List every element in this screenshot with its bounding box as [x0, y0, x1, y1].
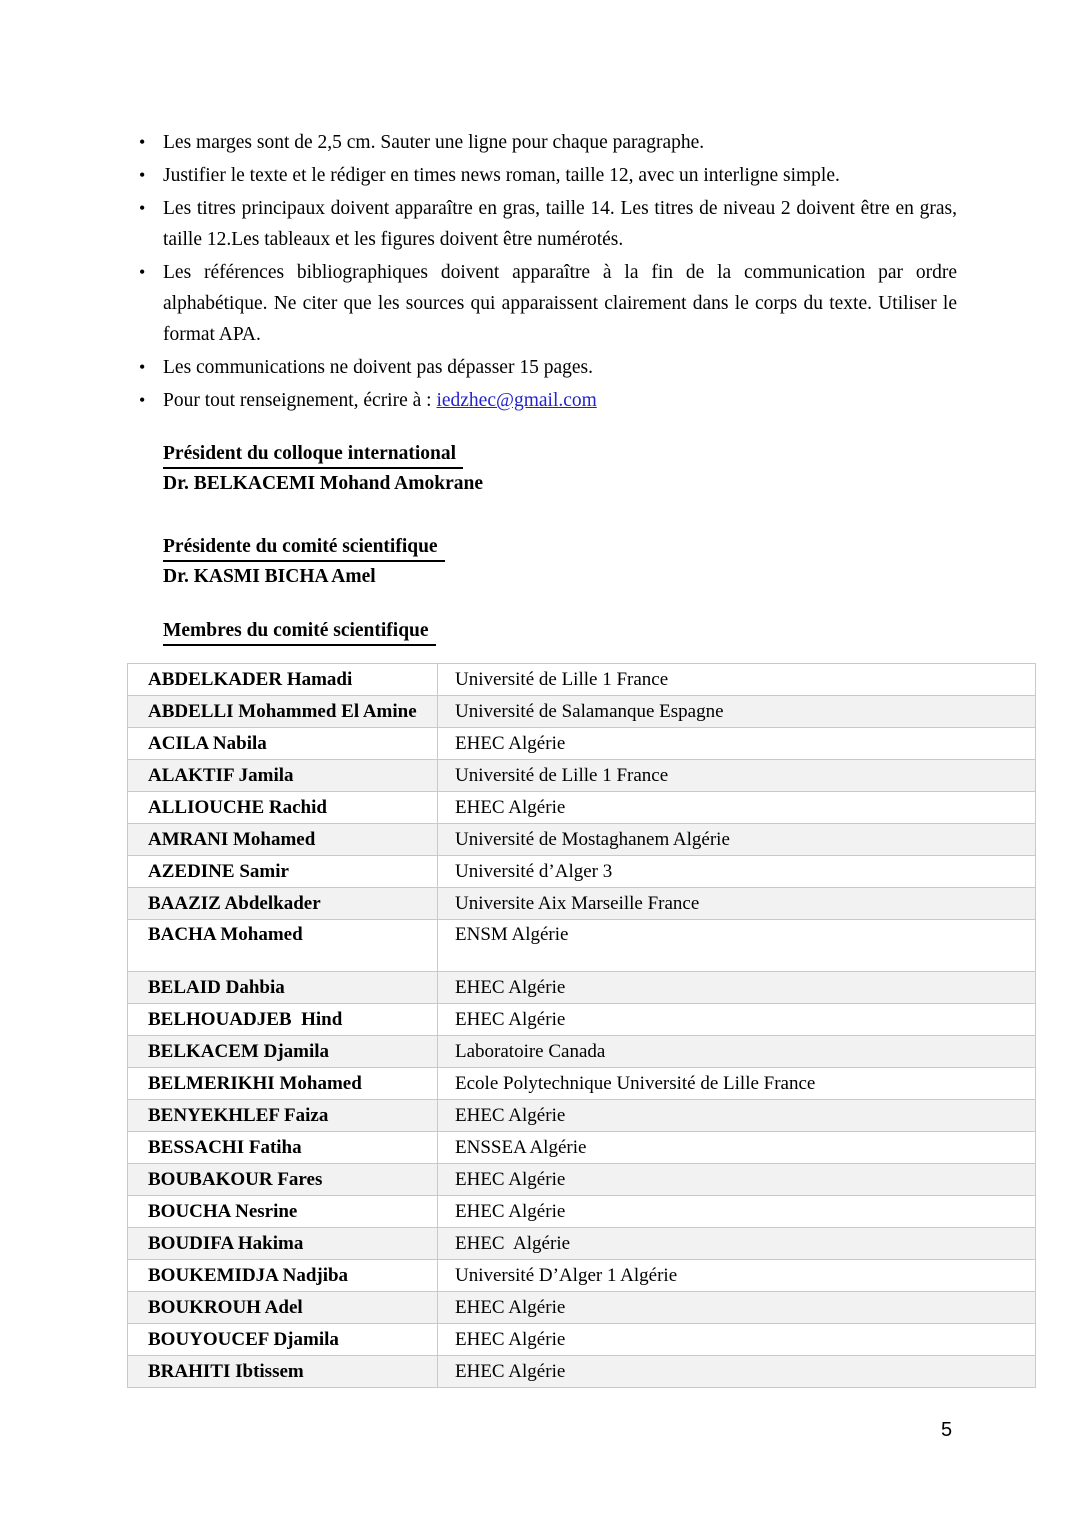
- table-row: [128, 1100, 1036, 1132]
- member-name-cell: BELKACEM Djamila: [128, 1036, 438, 1068]
- member-affiliation-cell: EHEC Algérie: [438, 728, 1036, 760]
- scientific-committee-president-section: [163, 532, 957, 592]
- guideline-text: Les communications ne doivent pas dépasser 15 pages.: [163, 357, 593, 378]
- table-row: [128, 1068, 1036, 1100]
- bullet-icon: •: [139, 262, 146, 282]
- member-name-cell: BELMERIKHI Mohamed: [128, 1068, 438, 1100]
- member-affiliation-cell: Universite Aix Marseille France: [438, 888, 1036, 920]
- member-affiliation-cell: EHEC Algérie: [438, 1004, 1036, 1036]
- member-affiliation-cell: Université d’Alger 3: [438, 856, 1036, 888]
- guideline-text: Les marges sont de 2,5 cm. Sauter une ligne pour chaque paragraphe.: [163, 132, 705, 153]
- guideline-item: [137, 127, 957, 158]
- guideline-item: [137, 257, 957, 350]
- member-name-cell: BACHA Mohamed: [128, 920, 438, 972]
- member-affiliation-cell: ENSM Algérie: [438, 920, 1036, 972]
- member-affiliation-cell: EHEC Algérie: [438, 1196, 1036, 1228]
- president-section-title: Président du colloque international: [163, 441, 463, 469]
- member-name-cell: BENYEKHLEF Faiza: [128, 1100, 438, 1132]
- member-name-cell: BOUDIFA Hakima: [128, 1228, 438, 1260]
- table-row: [128, 728, 1036, 760]
- member-name-cell: BELHOUADJEB Hind: [128, 1004, 438, 1036]
- member-affiliation-cell: EHEC Algérie: [438, 1292, 1036, 1324]
- president-name: Dr. BELKACEMI Mohand Amokrane: [163, 473, 483, 494]
- guideline-text: [163, 390, 597, 411]
- member-name-cell: ABDELKADER Hamadi: [128, 664, 438, 696]
- scientific-committee-president-name: Dr. KASMI BICHA Amel: [163, 566, 376, 587]
- table-row: [128, 1164, 1036, 1196]
- guideline-item: [137, 352, 957, 383]
- guidelines-list: [137, 127, 957, 416]
- committee-members-title: Membres du comité scientifique: [163, 618, 436, 646]
- table-row: [128, 1132, 1036, 1164]
- member-affiliation-cell: EHEC Algérie: [438, 1100, 1036, 1132]
- member-name-cell: BESSACHI Fatiha: [128, 1132, 438, 1164]
- member-affiliation-cell: ENSSEA Algérie: [438, 1132, 1036, 1164]
- guideline-item: [137, 160, 957, 191]
- member-affiliation-cell: Université D’Alger 1 Algérie: [438, 1260, 1036, 1292]
- table-row: [128, 792, 1036, 824]
- member-affiliation-cell: EHEC Algérie: [438, 972, 1036, 1004]
- contact-prefix: Pour tout renseignement, écrire à :: [163, 390, 437, 411]
- guideline-item-contact: [137, 385, 957, 416]
- email-link[interactable]: iedzhec@gmail.com: [436, 390, 597, 411]
- committee-table-body: [128, 664, 1036, 1388]
- member-name-cell: ALAKTIF Jamila: [128, 760, 438, 792]
- member-affiliation-cell: EHEC Algérie: [438, 1324, 1036, 1356]
- committee-members-section: [163, 616, 957, 646]
- table-row: [128, 1196, 1036, 1228]
- member-affiliation-cell: EHEC Algérie: [438, 1356, 1036, 1388]
- page-number: 5: [941, 1419, 953, 1441]
- member-affiliation-cell: Université de Lille 1 France: [438, 760, 1036, 792]
- member-affiliation-cell: Laboratoire Canada: [438, 1036, 1036, 1068]
- member-name-cell: BOUBAKOUR Fares: [128, 1164, 438, 1196]
- president-section-title-line: [163, 439, 957, 469]
- guideline-text: Justifier le texte et le rédiger en times news roman, taille 12, avec un interligne simple.: [163, 165, 840, 186]
- committee-table: [127, 663, 1036, 1388]
- member-affiliation-cell: EHEC Algérie: [438, 792, 1036, 824]
- committee-members-title-line: [163, 616, 957, 646]
- table-row: [128, 1260, 1036, 1292]
- page-content: [127, 127, 957, 1388]
- table-row: [128, 920, 1036, 972]
- member-name-cell: BOUKROUH Adel: [128, 1292, 438, 1324]
- table-row: [128, 972, 1036, 1004]
- member-name-cell: AMRANI Mohamed: [128, 824, 438, 856]
- member-name-cell: BRAHITI Ibtissem: [128, 1356, 438, 1388]
- member-name-cell: BELAID Dahbia: [128, 972, 438, 1004]
- table-row: [128, 1324, 1036, 1356]
- member-name-cell: AZEDINE Samir: [128, 856, 438, 888]
- table-row: [128, 824, 1036, 856]
- member-name-cell: ALLIOUCHE Rachid: [128, 792, 438, 824]
- member-affiliation-cell: Université de Salamanque Espagne: [438, 696, 1036, 728]
- bullet-icon: •: [139, 132, 146, 152]
- bullet-icon: •: [139, 165, 146, 185]
- bullet-icon: •: [139, 198, 146, 218]
- bullet-icon: •: [139, 357, 146, 377]
- bullet-icon: •: [139, 390, 146, 410]
- table-row: [128, 696, 1036, 728]
- guideline-item: [137, 193, 957, 255]
- member-name-cell: ABDELLI Mohammed El Amine: [128, 696, 438, 728]
- member-affiliation-cell: EHEC Algérie: [438, 1164, 1036, 1196]
- table-row: [128, 1356, 1036, 1388]
- member-name-cell: BOUCHA Nesrine: [128, 1196, 438, 1228]
- member-affiliation-cell: Université de Lille 1 France: [438, 664, 1036, 696]
- member-affiliation-cell: Ecole Polytechnique Université de Lille France: [438, 1068, 1036, 1100]
- guideline-text: Les titres principaux doivent apparaître en gras, taille 14. Les titres de niveau 2 doivent être en gras, taille 12.Les tableaux et les figures doivent être numérotés.: [163, 198, 957, 250]
- scientific-committee-president-title-line: [163, 532, 957, 562]
- scientific-committee-president-title: Présidente du comité scientifique: [163, 534, 445, 562]
- table-row: [128, 1228, 1036, 1260]
- president-section: [163, 439, 957, 499]
- table-row: [128, 760, 1036, 792]
- table-row: [128, 888, 1036, 920]
- member-affiliation-cell: EHEC Algérie: [438, 1228, 1036, 1260]
- guideline-text: Les références bibliographiques doivent apparaître à la fin de la communication par ordre alphabétique. Ne citer que les sources qui apparaissent clairement dans le corps du texte. Utiliser le format APA.: [163, 262, 957, 345]
- member-name-cell: BOUYOUCEF Djamila: [128, 1324, 438, 1356]
- table-row: [128, 1036, 1036, 1068]
- table-row: [128, 856, 1036, 888]
- member-affiliation-cell: Université de Mostaghanem Algérie: [438, 824, 1036, 856]
- member-name-cell: BOUKEMIDJA Nadjiba: [128, 1260, 438, 1292]
- table-row: [128, 664, 1036, 696]
- table-row: [128, 1292, 1036, 1324]
- member-name-cell: BAAZIZ Abdelkader: [128, 888, 438, 920]
- table-row: [128, 1004, 1036, 1036]
- member-name-cell: ACILA Nabila: [128, 728, 438, 760]
